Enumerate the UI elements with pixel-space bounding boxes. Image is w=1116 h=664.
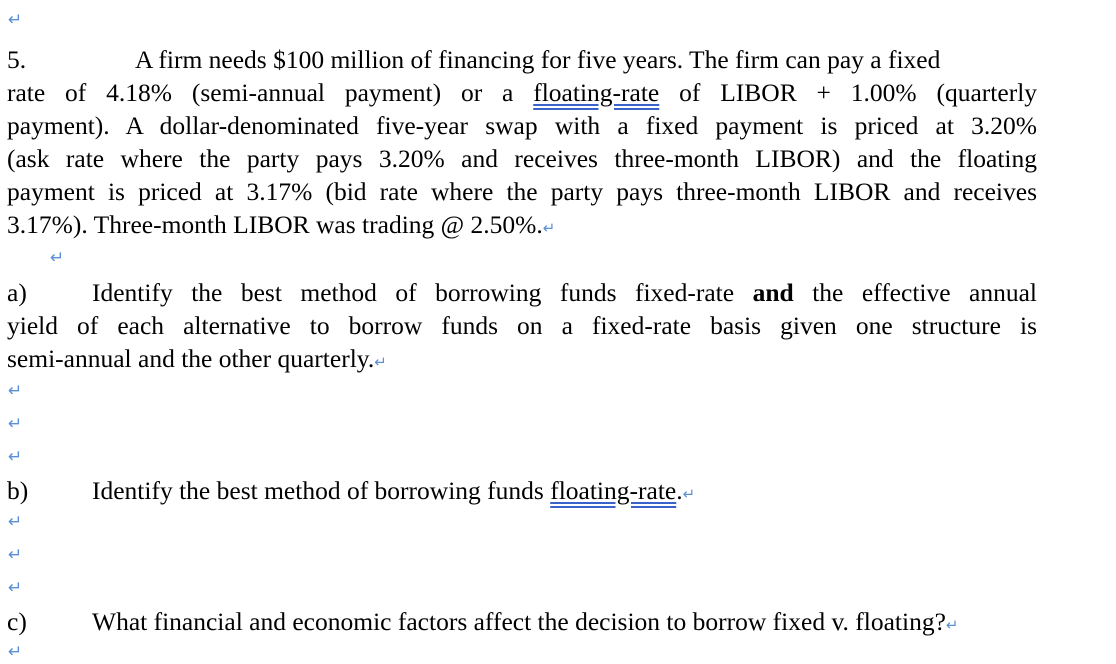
paragraph-mark-icon: ↵ [8,642,23,662]
question-line-1 [7,43,1037,76]
paragraph-mark-icon: ↵ [945,616,959,634]
question-number: 5. [7,45,27,74]
question-line-2 [7,76,1037,109]
paragraph-mark-icon: ↵ [682,485,696,503]
paragraph-mark-icon: ↵ [50,248,65,268]
part-a-line-3 [7,342,1037,379]
question-5-paragraph [7,43,1037,245]
paragraph-mark-icon: ↵ [8,447,23,467]
question-text-1: A firm needs $100 million of financing for five years. The firm can pay a fixed [135,45,941,74]
floating-rate-link-b[interactable]: floating-rate [550,476,677,505]
part-a-text-1a: Identify the best method of borrowing funds fixed-rate [92,278,735,307]
paragraph-mark-icon: ↵ [8,578,23,598]
part-a-text-3: semi-annual and the other quarterly. [7,344,375,373]
part-c-line [7,605,1037,642]
question-line-3: payment). A dollar-denominated five-year swap with a fixed payment is priced at 3.20% [7,111,1037,140]
question-line-4: (ask rate where the party pays 3.20% and receives three-month LIBOR) and the floating [7,144,1037,173]
paragraph-mark-icon: ↵ [8,512,23,532]
question-line-5: payment is priced at 3.17% (bid rate where the party pays three-month LIBOR and receives [7,177,1037,206]
part-b-text: Identify the best method of borrowing funds [92,476,544,505]
paragraph-mark-icon: ↵ [542,219,556,237]
part-b-period: . [676,476,683,505]
part-a-paragraph [7,276,1037,379]
part-b-paragraph [7,474,1037,511]
part-c-paragraph [7,605,1037,642]
paragraph-mark-icon: ↵ [8,545,23,565]
question-text-2b: of LIBOR + 1.00% (quarterly [679,78,1038,107]
part-a-text-1b: the effective annual [812,278,1038,307]
question-text-2a: rate of 4.18% (semi-annual payment) or a [7,78,514,107]
paragraph-mark-icon: ↵ [374,353,387,371]
part-a-line-1 [7,276,1037,309]
question-text-6: 3.17%). Three-month LIBOR was trading @ 2.50%. [7,210,543,239]
paragraph-mark-icon: ↵ [8,381,23,401]
part-b-label: b) [7,476,29,505]
question-line-6 [7,208,1037,245]
part-c-text: What financial and economic factors affect the decision to borrow fixed v. floating? [92,607,946,636]
part-a-label: a) [7,278,27,307]
floating-rate-link[interactable]: floating-rate [533,78,660,107]
part-a-bold-and: and [752,278,794,307]
part-b-line [7,474,1037,511]
paragraph-mark-icon: ↵ [8,10,23,30]
part-c-label: c) [7,607,27,636]
paragraph-mark-icon: ↵ [8,414,23,434]
part-a-line-2: yield of each alternative to borrow funds on a fixed-rate basis given one structure is [7,311,1037,340]
